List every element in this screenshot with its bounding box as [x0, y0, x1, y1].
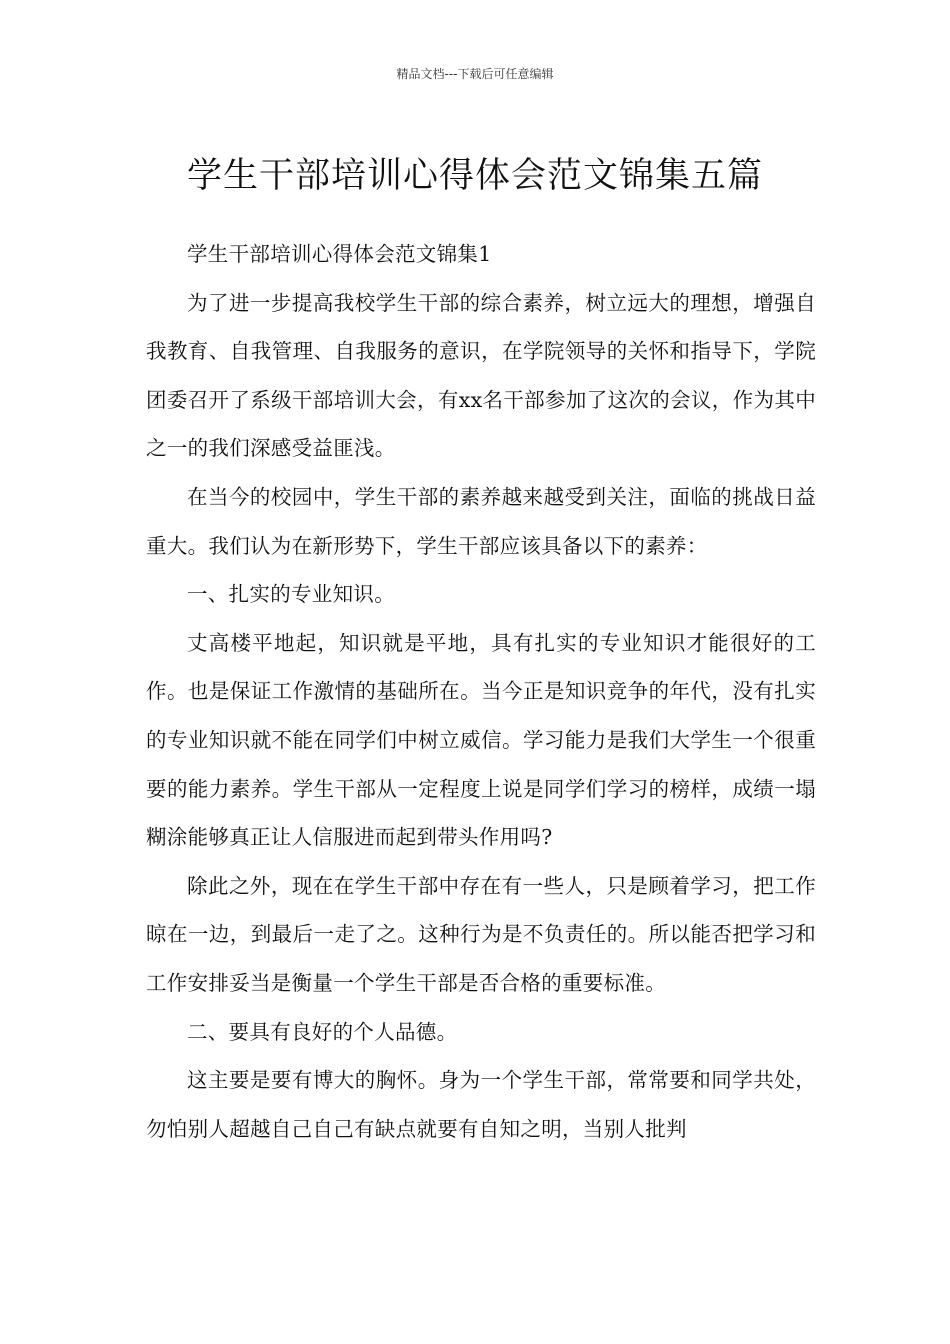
section-heading-1: 学生干部培训心得体会范文锦集1 — [187, 242, 492, 266]
paragraph-3: 丈高楼平地起，知识就是平地，具有扎实的专业知识才能很好的工作。也是保证工作激情的基础所在。当今正是知识竞争的年代，没有扎实的专业知识就不能在同学们中树立威信。学习能力是我们大学生一个很重要的能力素养。学生干部从一定程度上说是同学们学习的榜样，成绩一塌糊涂能够真正让人信服进而起到带头作用吗? — [146, 630, 816, 850]
header-note: 精品文档---下载后可任意编辑 — [396, 67, 554, 81]
document-body — [146, 230, 816, 1153]
paragraph-5: 这主要是要有博大的胸怀。身为一个学生干部，常常要和同学共处，勿怕别人超越自己自己有缺点就要有自知之明，当别人批判 — [146, 1068, 816, 1141]
paragraph-4: 除此之外，现在在学生干部中存在有一些人，只是顾着学习，把工作晾在一边，到最后一走了之。这种行为是不负责任的。所以能否把学习和工作安排妥当是衡量一个学生干部是否合格的重要标准。 — [146, 873, 816, 995]
subheading-2: 二、要具有良好的个人品德。 — [187, 1019, 458, 1044]
document-title: 学生干部培训心得体会范文锦集五篇 — [186, 156, 763, 197]
paragraph-2: 在当今的校园中，学生干部的素养越来越受到关注，面临的挑战日益重大。我们认为在新形势下，学生干部应该具备以下的素养： — [146, 484, 816, 558]
paragraph-1: 为了进一步提高我校学生干部的综合素养，树立远大的理想，增强自我教育、自我管理、自我服务的意识，在学院领导的关怀和指导下，学院团委召开了系级干部培训大会，有xx名干部参加了这次的会议，作为其中之一的我们深感受益匪浅。 — [146, 290, 816, 461]
subheading-1: 一、扎实的专业知识。 — [187, 582, 395, 607]
